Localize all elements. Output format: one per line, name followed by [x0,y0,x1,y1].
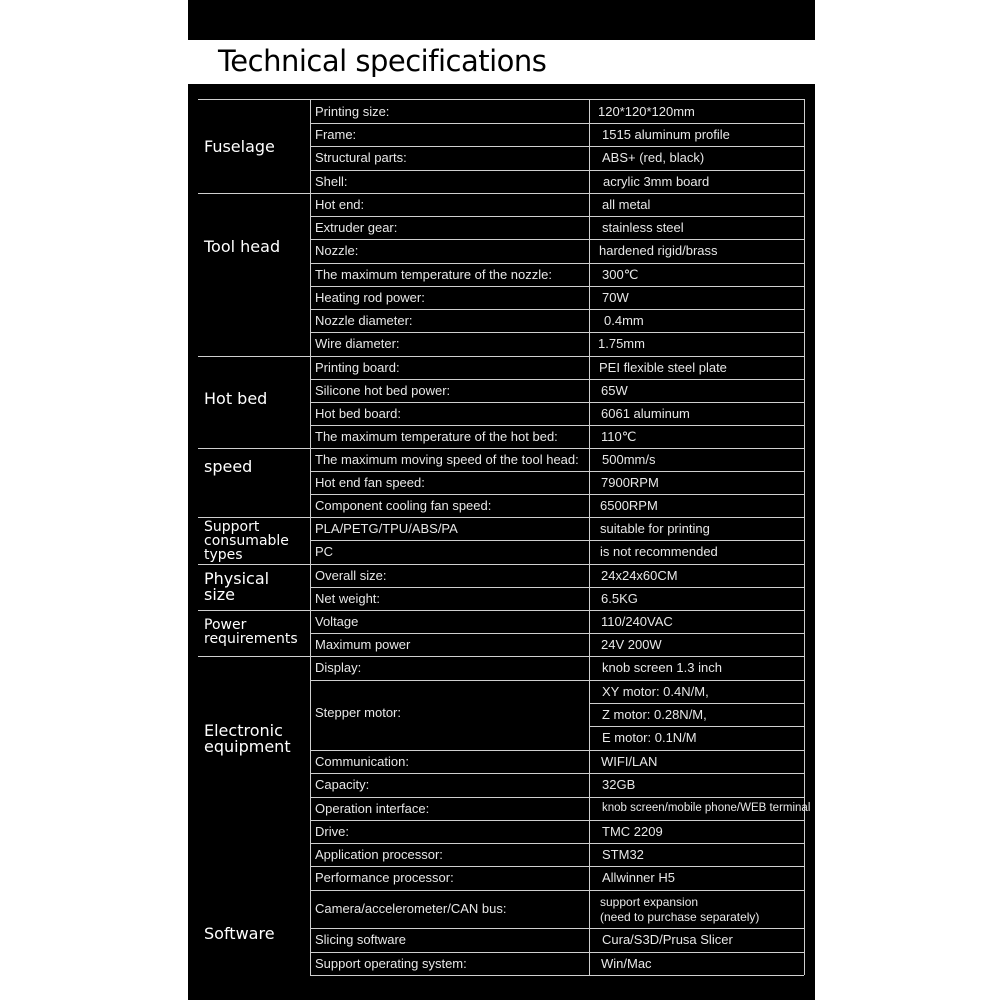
section-support-consumable-types: Support consumable types [204,519,289,563]
row-label: Nozzle diameter: [315,312,413,328]
grid-line [310,146,804,147]
top-black-bar [188,0,815,40]
grid-line [310,170,804,171]
row-label: The maximum temperature of the hot bed: [315,428,558,444]
grid-line [310,866,804,867]
grid-line [198,448,804,449]
row-label: Slicing software [315,932,407,947]
row-value: suitable for printing [600,520,710,536]
grid-line [310,239,804,240]
row-label: Overall size: [315,567,387,583]
section-speed: speed [204,457,253,476]
grid-line [804,99,805,975]
row-value: 24x24x60CM [601,567,678,583]
grid-line [310,263,804,264]
row-label: Wire diameter: [315,336,400,351]
row-value: Win/Mac [601,955,652,971]
row-label: Printing size: [315,103,390,119]
row-label: Printing board: [315,359,400,375]
grid-line [198,564,804,565]
grid-line [310,797,804,798]
grid-line [198,99,804,100]
row-label: Shell: [315,173,348,189]
row-value: support expansion (need to purchase separately) [600,895,760,924]
section-hot-bed: Hot bed [204,389,268,408]
grid-line [310,633,804,634]
row-value: 1515 aluminum profile [602,126,730,142]
row-label: Communication: [315,753,409,769]
row-value: 24V 200W [601,636,662,652]
grid-line [310,494,804,495]
row-label: Operation interface: [315,800,430,816]
grid-line [589,99,590,975]
row-label: Extruder gear: [315,219,398,235]
grid-line [310,402,804,403]
grid-line [310,332,804,333]
row-label: The maximum temperature of the nozzle: [315,266,552,282]
section-software: Software [204,924,275,943]
section-power-requirements: Power requirements [204,617,298,647]
grid-line [198,356,804,357]
grid-line [310,890,804,891]
row-value: 7900RPM [601,474,659,490]
grid-line [198,517,804,518]
section-fuselage: Fuselage [204,137,275,156]
row-value: 6.5KG [601,590,638,606]
grid-line [310,975,804,976]
row-value: 32GB [602,777,636,792]
row-label: Display: [315,660,362,675]
grid-line [310,680,804,681]
grid-line [198,610,804,611]
grid-line [310,820,804,821]
row-label: Drive: [315,823,349,839]
row-value: stainless steel [602,219,684,235]
row-label: Voltage [315,613,359,629]
grid-line [310,99,311,975]
row-value: Allwinner H5 [602,870,675,885]
row-label: The maximum moving speed of the tool head: [315,451,579,467]
row-value: 70W [602,289,629,305]
grid-line [590,703,804,704]
grid-line [310,540,804,541]
row-label: Silicone hot bed power: [315,382,451,398]
row-label: Frame: [315,126,357,142]
row-value: 120*120*120mm [598,103,695,119]
row-value: hardened rigid/brass [599,243,718,258]
grid-line [310,286,804,287]
grid-line [310,216,804,217]
row-label: Camera/accelerometer/CAN bus: [315,901,507,916]
row-label: Application processor: [315,846,443,862]
row-value: acrylic 3mm board [603,173,710,189]
section-tool-head: Tool head [204,237,281,256]
stepper-value-e: E motor: 0.1N/M [602,730,697,745]
row-value: 6500RPM [600,497,658,513]
row-label: Nozzle: [315,243,359,258]
row-label: PLA/PETG/TPU/ABS/PA [315,520,458,536]
row-value: ABS+ (red, black) [602,150,705,165]
row-label: Structural parts: [315,150,407,165]
grid-line [310,309,804,310]
grid-line [198,193,804,194]
grid-line [310,425,804,426]
row-value: is not recommended [600,544,718,559]
section-electronic-equipment: Electronic equipment [204,721,291,756]
row-value: 65W [601,382,628,398]
row-value: 500mm/s [602,451,656,467]
grid-line [310,952,804,953]
row-value: knob screen 1.3 inch [602,660,722,675]
row-label: Performance processor: [315,870,454,885]
row-value: PEI flexible steel plate [599,359,727,375]
row-label: Support operating system: [315,955,467,971]
row-label: Heating rod power: [315,289,425,305]
grid-line [310,471,804,472]
row-label: Hot end fan speed: [315,474,425,490]
grid-line [198,656,804,657]
grid-line [310,843,804,844]
row-value: TMC 2209 [602,823,663,839]
grid-line [310,123,804,124]
grid-line [310,928,804,929]
row-value: 110℃ [601,428,637,444]
row-label: Hot bed board: [315,405,402,421]
row-label: Stepper motor: [315,705,401,720]
page-title: Technical specifications [218,44,547,78]
grid-line [310,750,804,751]
row-value: 1.75mm [598,336,645,351]
row-label: Component cooling fan speed: [315,497,492,513]
stepper-value-z: Z motor: 0.28N/M, [602,707,707,722]
row-label: Maximum power [315,636,411,652]
grid-line [310,587,804,588]
row-value: STM32 [602,846,644,862]
row-value: knob screen/mobile phone/WEB terminal [602,801,811,814]
row-value: 0.4mm [604,312,644,328]
row-value: WIFI/LAN [601,753,658,769]
section-physical-size: Physical size [204,569,270,604]
row-value: Cura/S3D/Prusa Slicer [602,932,733,947]
grid-line [590,726,804,727]
row-value: 6061 aluminum [601,405,690,421]
row-label: PC [315,544,334,559]
row-value: all metal [602,196,651,212]
row-label: Hot end: [315,196,365,212]
grid-line [310,379,804,380]
row-value: 300℃ [602,266,639,282]
row-value: 110/240VAC [601,613,673,629]
stepper-value-xy: XY motor: 0.4N/M, [602,684,709,699]
row-label: Capacity: [315,777,370,792]
row-label: Net weight: [315,590,381,606]
grid-line [310,773,804,774]
